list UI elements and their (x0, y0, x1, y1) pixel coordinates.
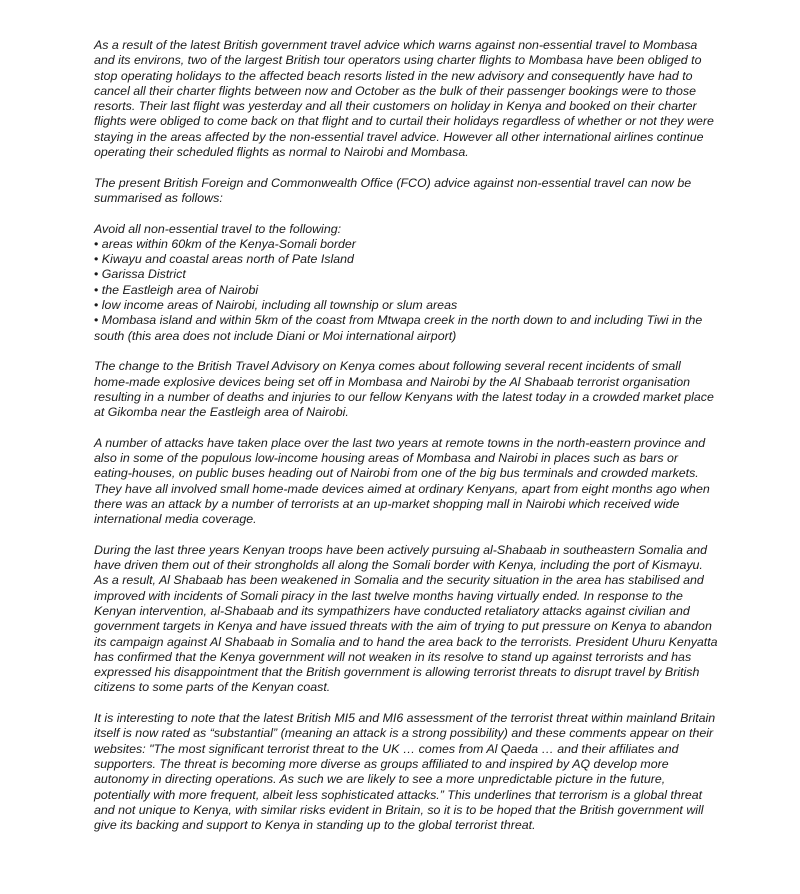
paragraph-kenyan-troops: During the last three years Kenyan troops have been actively pursuing al-Shabaab in southeastern Somalia and have driven them out of their strongholds all along the Somali border with Kenya, including the port of Kismayu. As a result, Al Shabaab has been weakened in Somalia and the security situation in the area has stabilised and improved with incidents of Somali piracy in the last twelve months having virtually ended. In response to the Kenyan intervention, al-Shabaab and its sympathizers have conducted retaliatory attacks against civilian and government targets in Kenya and have issued threats with the aim of trying to put pressure on Kenya to abandon its campaign against Al Shabaab in Somalia and to hand the area back to the terrorists. President Uhuru Kenyatta has confirmed that the Kenya government will not weaken in its resolve to stand up against terrorists and has expressed his disappointment that the British government is allowing terrorist threats to disrupt travel by British citizens to some parts of the Kenyan coast. (94, 542, 718, 695)
paragraph-charter-flights: As a result of the latest British government travel advice which warns against non-essential travel to Mombasa and its environs, two of the largest British tour operators using charter flights to Mombasa have been obliged to stop operating holidays to the affected beach resorts listed in the new advisory and consequently have had to cancel all their charter flights between now and October as the bulk of their passenger bookings were to those resorts. Their last flight was yesterday and all their customers on holiday in Kenya and booked on their charter flights were obliged to come back on that flight and to curtail their holidays regardless of whether or not they were staying in the areas affected by the non-essential travel advice. However all other international airlines continue operating their scheduled flights as normal to Nairobi and Mombasa. (94, 38, 714, 160)
list-item (94, 267, 719, 282)
bullet-icon: • (94, 252, 99, 267)
list-item (94, 237, 719, 252)
list-item-text: areas within 60km of the Kenya-Somali border (101, 236, 356, 251)
list-item (94, 298, 719, 313)
list-item (94, 252, 719, 267)
bullet-icon: • (94, 236, 99, 251)
document-body (94, 38, 719, 849)
paragraph-travel-advisory-change: The change to the British Travel Advisory on Kenya comes about following several recent incidents of small home-made explosive devices being set off in Mombasa and Nairobi by the Al Shabaab terrorist organisation resulting in a number of deaths and injuries to our fellow Kenyans with the latest today in a crowded market place at Gikomba near the Eastleigh area of Nairobi. (94, 359, 714, 420)
bullet-icon: • (94, 282, 99, 297)
bullet-icon: • (94, 298, 99, 313)
paragraph-attacks: A number of attacks have taken place over the last two years at remote towns in the north-eastern province and also in some of the populous low-income housing areas of Mombasa and Nairobi in places such as bars or eating-houses, on public buses heading out of Nairobi from one of the big bus terminals and crowded markets. They have all involved small home-made devices aimed at ordinary Kenyans, apart from eight months ago when there was an attack by a number of terrorists at an up-market shopping mall in Nairobi which received wide international media coverage. (94, 435, 710, 527)
bullet-icon: • (94, 267, 99, 282)
paragraph-fco-advice: The present British Foreign and Commonwealth Office (FCO) advice against non-essential travel can now be summarised as follows: (94, 175, 692, 205)
list-item-text: Garissa District (101, 267, 186, 282)
list-item-text: Kiwayu and coastal areas north of Pate Island (101, 252, 354, 267)
list-item (94, 283, 719, 298)
travel-advice-list (94, 237, 719, 344)
list-item-text: low income areas of Nairobi, including all township or slum areas (101, 298, 458, 313)
list-item-text: Mombasa island and within 5km of the coast from Mtwapa creek in the north down to and including Tiwi in the south (this area does not include Diani or Moi international airport) (94, 313, 703, 343)
bullet-icon: • (94, 313, 99, 328)
list-item (94, 313, 719, 344)
list-item-text: the Eastleigh area of Nairobi (101, 282, 259, 297)
paragraph-mi5-assessment: It is interesting to note that the latest British MI5 and MI6 assessment of the terrorist threat within mainland Britain itself is now rated as “substantial” (meaning an attack is a strong possibility) and these comments appear on their websites: "The most significant terrorist threat to the UK … comes from Al Qaeda … and their affiliates and supporters. The threat is becoming more diverse as groups affiliated to and inspired by AQ develop more autonomy in directing operations. As such we are likely to see a more unpredictable picture in the future, potentially with more frequent, albeit less sophisticated attacks.” This underlines that terrorism is a global threat and not unique to Kenya, with similar risks evident in Britain, so it is to be hoped that the British government will give its backing and support to Kenya in standing up to the global terrorist threat. (94, 711, 716, 833)
list-intro: Avoid all non-essential travel to the following: (94, 221, 342, 236)
